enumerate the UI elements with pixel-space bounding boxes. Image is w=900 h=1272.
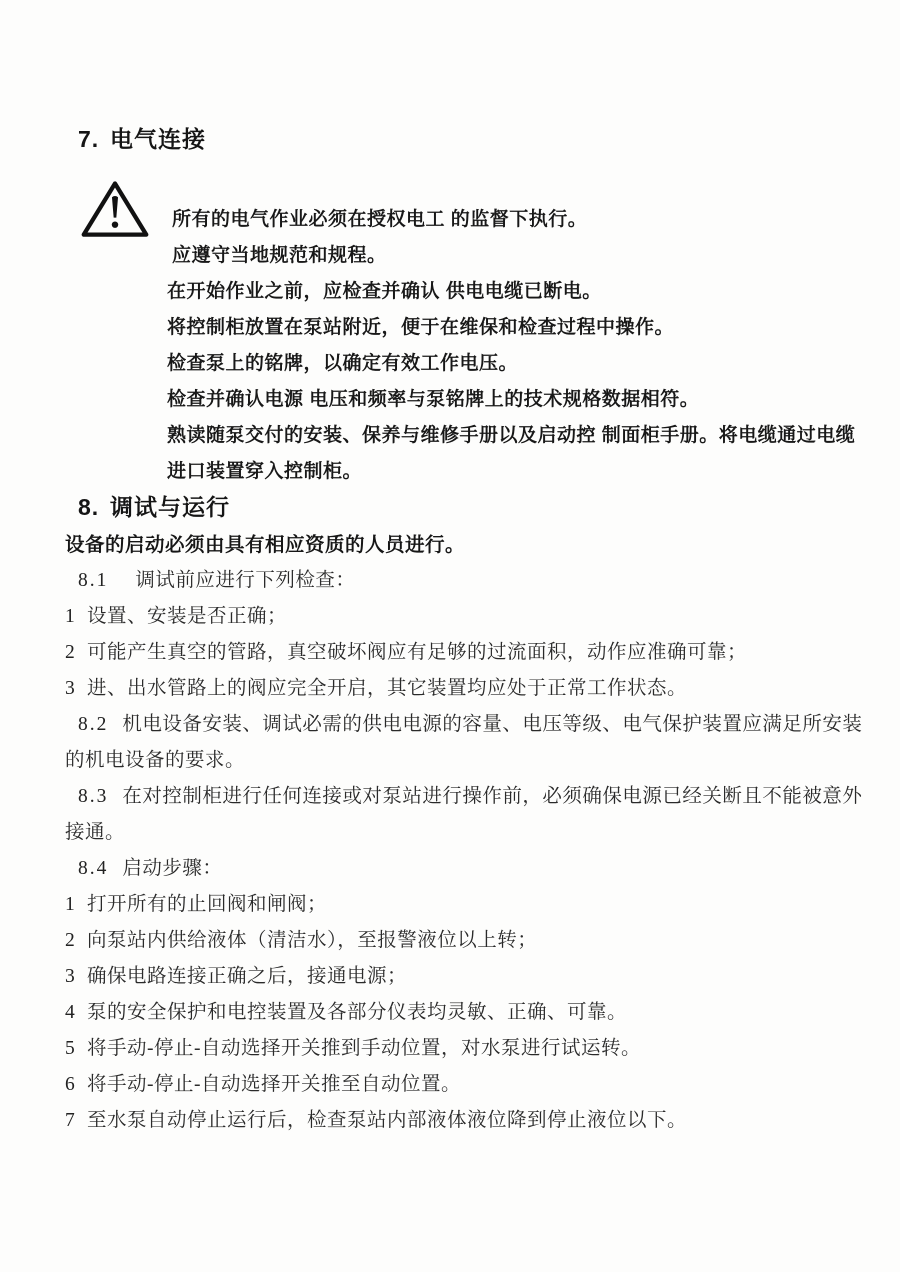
warning-text-block: [167, 202, 861, 490]
startup-step-number: 1: [65, 894, 75, 915]
startup-step: [65, 1103, 871, 1139]
clause-number: 8.4: [78, 858, 109, 879]
clause-text: 在对控制柜进行任何连接或对泵站进行操作前，必须确保电源已经关断且不能被意外接通。: [65, 786, 863, 843]
check-item: [65, 671, 871, 707]
startup-step-text: 将手动-停止-自动选择开关推到手动位置，对水泵进行试运转。: [87, 1038, 641, 1059]
startup-step-number: 5: [65, 1038, 75, 1059]
section-7-heading: [78, 124, 206, 154]
warning-line: 在开始作业之前，应检查并确认 供电电缆已断电。: [167, 281, 602, 302]
clause-number: 8.2: [78, 714, 109, 735]
warning-line-wrapped: 熟读随泵交付的安装、保养与维修手册以及启动控 制面柜手册。将电缆通过电缆进口装置穿入控制柜。: [167, 425, 856, 482]
startup-step-text: 将手动-停止-自动选择开关推至自动位置。: [87, 1074, 461, 1095]
warning-line: 检查泵上的铭牌，以确定有效工作电压。: [167, 353, 519, 374]
clause-text: 启动步骤：: [122, 858, 223, 879]
section-7-number: 7.: [78, 126, 100, 152]
check-item-text: 可能产生真空的管路，真空破坏阀应有足够的过流面积，动作应准确可靠；: [87, 642, 748, 663]
check-item-text: 进、出水管路上的阀应完全开启，其它装置均应处于正常工作状态。: [87, 678, 688, 699]
startup-step: [65, 923, 871, 959]
section-8-heading: [78, 492, 230, 522]
clause-8-2: [65, 707, 871, 779]
startup-step-text: 打开所有的止回阀和闸阀；: [87, 894, 328, 915]
startup-step-text: 泵的安全保护和电控装置及各部分仪表均灵敏、正确、可靠。: [87, 1002, 628, 1023]
section-8-number: 8.: [78, 494, 100, 520]
clause-number: 8.3: [78, 786, 109, 807]
startup-step-number: 4: [65, 1002, 75, 1023]
startup-step-text: 至水泵自动停止运行后，检查泵站内部液体液位降到停止液位以下。: [87, 1110, 688, 1131]
warning-triangle-icon: [79, 178, 151, 242]
section-8-body: [65, 527, 871, 1139]
startup-step: [65, 959, 871, 995]
startup-step: [65, 887, 871, 923]
startup-step-number: 6: [65, 1074, 75, 1095]
startup-step: [65, 1067, 871, 1103]
check-item-number: 1: [65, 606, 75, 627]
check-item: [65, 599, 871, 635]
check-item-number: 2: [65, 642, 75, 663]
section-7-title: 电气连接: [110, 126, 206, 152]
warning-line: 检查并确认电源 电压和频率与泵铭牌上的技术规格数据相符。: [167, 389, 700, 410]
warning-line: 将控制柜放置在泵站附近，便于在维保和检查过程中操作。: [167, 317, 675, 338]
startup-step: [65, 995, 871, 1031]
section-8-title: 调试与运行: [110, 494, 230, 520]
startup-step-text: 向泵站内供给液体（清洁水），至报警液位以上转；: [87, 930, 538, 951]
clause-text: 机电设备安装、调试必需的供电电源的容量、电压等级、电气保护装置应满足所安装的机电设备的要求。: [65, 714, 863, 771]
check-item: [65, 635, 871, 671]
check-item-number: 3: [65, 678, 75, 699]
clause-number: 8.1: [78, 570, 109, 591]
clause-8-3: [65, 779, 871, 851]
startup-step-text: 确保电路连接正确之后，接通电源；: [87, 966, 408, 987]
clause-text: 调试前应进行下列检查：: [135, 570, 356, 591]
startup-step-number: 7: [65, 1110, 75, 1131]
clause-8-4: [65, 851, 871, 887]
startup-step-number: 3: [65, 966, 75, 987]
clause-8-1: [65, 563, 871, 599]
startup-step: [65, 1031, 871, 1067]
section-8-intro: 设备的启动必须由具有相应资质的人员进行。: [65, 534, 466, 556]
startup-step-number: 2: [65, 930, 75, 951]
warning-line: 所有的电气作业必须在授权电工 的监督下执行。: [172, 209, 588, 230]
warning-line: 应遵守当地规范和规程。: [172, 245, 387, 266]
check-item-text: 设置、安装是否正确；: [87, 606, 288, 627]
